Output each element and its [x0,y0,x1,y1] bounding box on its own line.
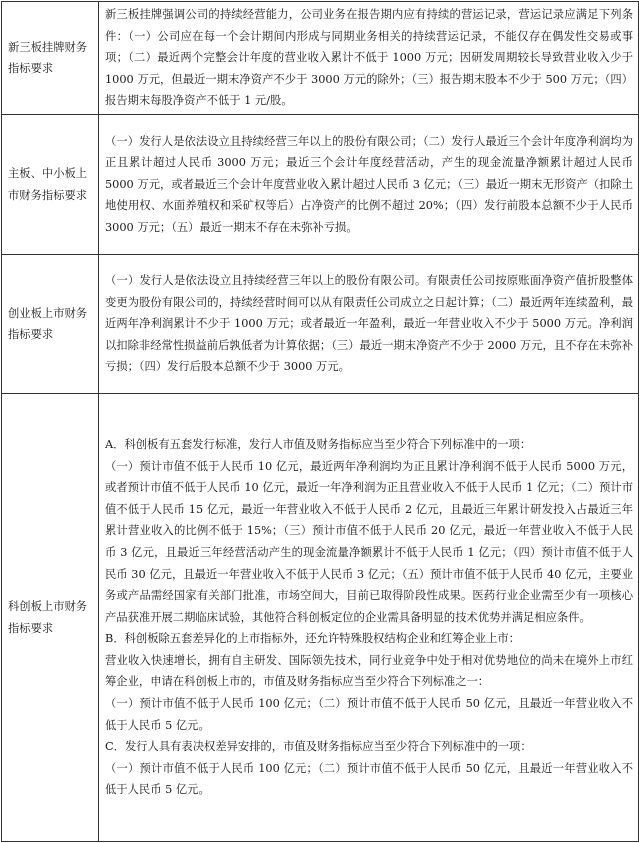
table-row [2,255,639,394]
paragraph: （一）发行人是依法设立且持续经营三年以上的股份有限公司。有限责任公司按原账面净资产值折股整体变更为股份有限公司的，持续经营时间可以从有限责任公司成立之日起计算；（二）最近两年连续盈利，最近两年净利润累计不少于 1000 万元；或者最近一年盈利，最近一年营业收入不少于 5000 万元。净利润以扣除非经常性损益前后孰低者为计算依据；（三）最近一期末净资产不少于 2000 万元，且不存在未弥补亏损；（四）发行后股本总额不少于 3000 万元。 [105,274,633,374]
paragraph: 新三板挂牌强调公司的持续经营能力，公司业务在报告期内应有持续的营运记录，营运记录应满足下列条件：（一）公司应在每一个会计期间内形成与同期业务相关的持续营运记录，不能仅存在偶发性交易或事项；（二）最近两个完整会计年度的营业收入累计不低于 1000 万元；因研发周期较长导致营业收入少于 1000 万元，但最近一期末净资产不少于 3000 万元的除外；（三）报告期末股本不少于 500 万元；（四）报告期末每股净资产不低于 1 元/股。 [105,8,633,108]
listing-requirements-table [1,1,639,842]
paragraph: （一）预计市值不低于人民币 10 亿元，最近两年净利润均为正且累计净利润不低于人民币 5000 万元，或者预计市值不低于人民币 10 亿元，最近一年净利润为正且营业收入不低于人民币 1 亿元；（二）预计市值不低于人民币 15 亿元，最近一年营业收入不低于人民币 2 亿元，且最近三年累计研发投入占最近三年累计营业收入的比例不低于 15%；（三）预计市值不低于人民币 20 亿元，最近一年营业收入不低于人民币 3 亿元，且最近三年经营活动产生的现金流量净额累计不低于人民币 1 亿元；（四）预计市值不低于人民币 30 亿元，且最近一年营业收入不低于人民币 3 亿元；（五）预计市值不低于人民币 40 亿元，主要业务或产品需经国家有关部门批准，市场空间大，目前已取得阶段性成果。医药行业企业需至少有一项核心产品获准开展二期临床试验，其他符合科创板定位的企业需具备明显的技术优势并满足相应条件。 [105,459,633,624]
paragraph: （一）预计市值不低于人民币 100 亿元；（二）预计市值不低于人民币 50 亿元，且最近一年营业收入不低于人民币 5 亿元。 [105,697,633,732]
paragraph: （一）预计市值不低于人民币 100 亿元；（二）预计市值不低于人民币 50 亿元，且最近一年营业收入不低于人民币 5 亿元。 [105,761,633,797]
row-content-neeq [99,2,639,115]
row-content-main-board [99,115,639,255]
row-content-chinext [99,255,639,394]
row-label-chinext: 创业板上市财务指标要求 [2,255,99,394]
paragraph: B．科创板除五套差异化的上市指标外，还允许特殊股权结构企业和红筹企业上市： [105,632,520,646]
row-label-neeq: 新三板挂牌财务指标要求 [2,2,99,115]
row-content-star-market [99,394,639,842]
paragraph: （一）发行人是依法设立且持续经营三年以上的股份有限公司；（二）发行人最近三个会计年度净利润均为正且累计超过人民币 3000 万元；最近三个会计年度经营活动，产生的现金流量净额累计超过人民币 5000 万元，或者最近三个会计年度营业收入累计超过人民币 3 亿元；（三）最近一期末无形资产（扣除土地使用权、水面养殖权和采矿权等后）占净资产的比例不超过 20%；（四）发行前股本总额不少于人民币 3000 万元；（五）最近一期末不存在未弥补亏损。 [105,134,633,234]
table-row [2,394,639,842]
paragraph: 营业收入快速增长，拥有自主研发、国际领先技术，同行业竞争中处于相对优势地位的尚未在境外上市红筹企业，申请在科创板上市的，市值及财务指标应当至少符合下列标准之一： [105,653,633,689]
table-row [2,2,639,115]
row-label-star-market: 科创板上市财务指标要求 [2,394,99,842]
paragraph: C．发行人具有表决权差异安排的，市值及财务指标应当至少符合下列标准中的一项： [105,740,532,754]
row-label-main-board: 主板、中小板上市财务指标要求 [2,115,99,255]
table-row [2,115,639,255]
paragraph: A．科创板有五套发行标准，发行人市值及财务指标应当至少符合下列标准中的一项： [105,437,532,451]
